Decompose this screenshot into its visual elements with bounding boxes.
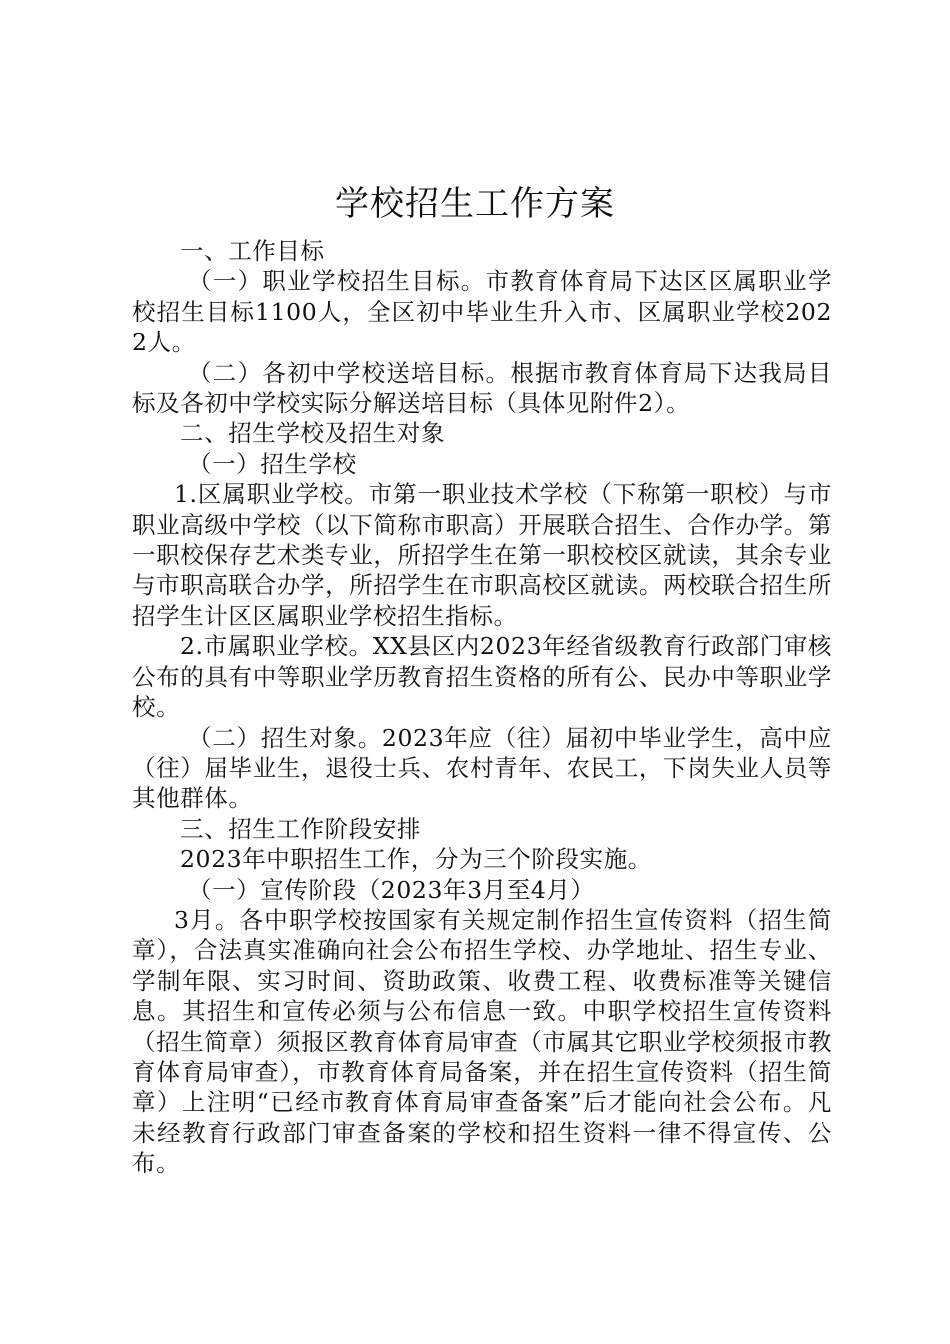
subheading-publicity-phase: （一）宣传阶段（2023年3月至4月） [188,875,595,904]
paragraph-district-vocational-schools: 1.区属职业学校。市第一职业技术学校（下称第一职校）与市职业高级中学校（以下简称市职高）开展联合招生、合作办学。第一职校保存艺术类专业，所招学生在第一职校校区就读，其余专业与市职高联合办学，所招学生在市职高校区就读。两校联合招生所招学生计区区属职业学校招生指标。 [132,480,832,630]
section-heading-work-phases: 三、招生工作阶段安排 [180,814,421,843]
paragraph-enrollment-targets: （二）招生对象。2023年应（往）届初中毕业学生，高中应（往）届毕业生，退役士兵、农村青年、农民工，下岗失业人员等其他群体。 [132,723,832,813]
section-heading-schools-and-targets: 二、招生学校及招生对象 [180,419,446,448]
section-heading-work-goals: 一、工作目标 [180,237,325,265]
subheading-enrolling-schools: （一）招生学校 [188,449,357,478]
paragraph-phases-intro: 2023年中职招生工作，分为三个阶段实施。 [180,845,652,874]
paragraph-city-vocational-schools: 2.市属职业学校。XX县区内2023年经省级教育行政部门审核公布的具有中等职业学历教育招生资格的所有公、民办中等职业学校。 [132,632,832,722]
document-body [132,236,832,1179]
paragraph-middle-school-goal: （二）各初中学校送培目标。根据市教育体育局下达我局目标及各初中学校实际分解送培目标（具体见附件2）。 [132,358,832,418]
paragraph-march-publicity: 3月。各中职学校按国家有关规定制作招生宣传资料（招生简章），合法真实准确向社会公布招生学校、办学地址、招生专业、学制年限、实习时间、资助政策、收费工程、收费标准等关键信息。其招生和宣传必须与公布信息一致。中职学校招生宣传资料（招生简章）须报区教育体育局审查（市属其它职业学校须报市教育体育局审查），市教育体育局备案，并在招生宣传资料（招生简章）上注明“已经市教育体育局审查备案”后才能向社会公布。凡未经教育行政部门审查备案的学校和招生资料一律不得宣传、公布。 [132,905,832,1178]
document-title: 学校招生工作方案 [335,184,615,224]
paragraph-vocational-enrollment-goal: （一）职业学校招生目标。市教育体育局下达区区属职业学校招生目标1100人，全区初中毕业生升入市、区属职业学校2022人。 [132,267,832,357]
